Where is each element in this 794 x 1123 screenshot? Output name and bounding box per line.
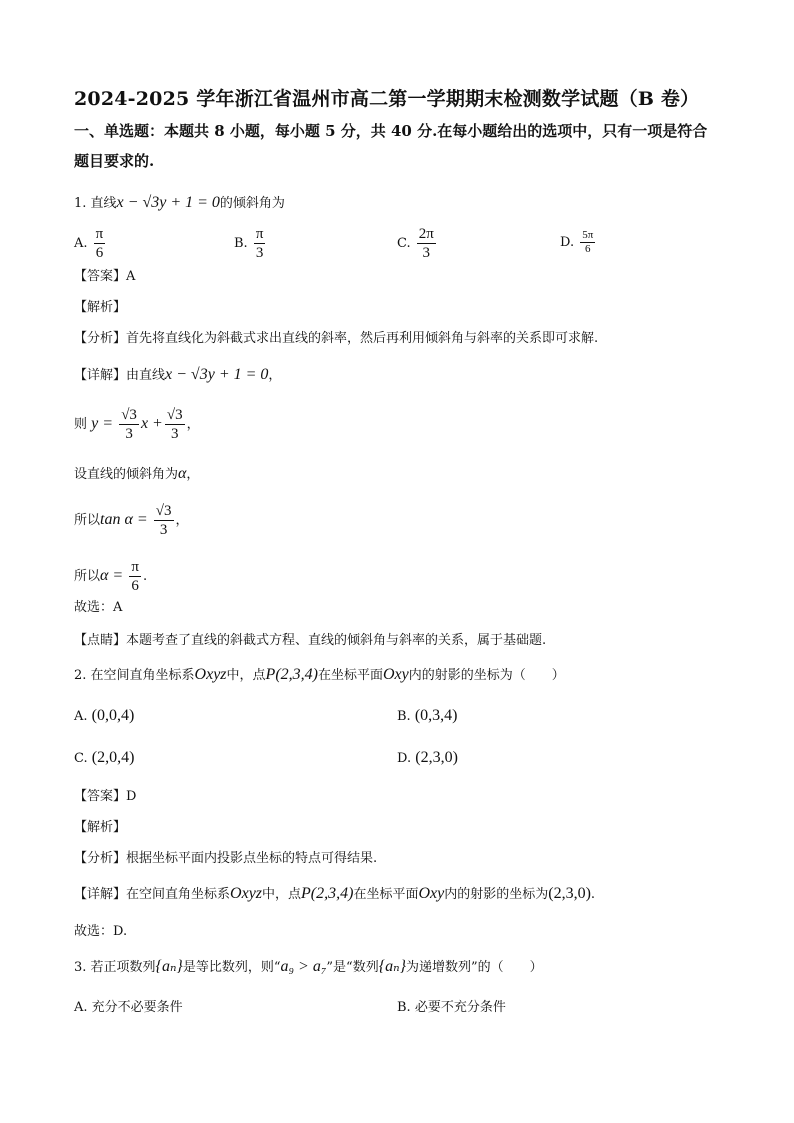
comma: ， — [186, 467, 200, 482]
then-word: 则 — [74, 417, 88, 432]
detail-end: . — [590, 887, 596, 902]
option-fraction — [417, 225, 436, 262]
detail-equation: x − √3y + 1 = 0 — [165, 366, 269, 383]
fenxi-text: 根据坐标平面内投影点坐标的特点可得结果. — [126, 851, 378, 866]
q1-stem — [74, 194, 285, 213]
q2-option-a — [74, 707, 134, 725]
q1-option-c — [397, 225, 438, 262]
frac-num: π — [131, 559, 139, 575]
option-label: D. — [560, 235, 575, 250]
detail-result: (2,3,0) — [548, 885, 591, 902]
q2-analysis-tag: 【解析】 — [74, 820, 127, 835]
comment-text: 本题考查了直线的斜截式方程、直线的倾斜角与斜率的关系，属于基础题. — [126, 633, 547, 648]
q1-analysis-tag: 【解析】 — [74, 300, 127, 315]
q3-mid: 是等比数列，则“ — [182, 960, 281, 975]
option-value: (2,3,0) — [415, 749, 458, 766]
q2-suffix: 内的射影的坐标为（ ） — [408, 668, 565, 683]
q2-choose: 故选：D. — [74, 924, 128, 939]
option-value: 充分不必要条件 — [91, 1000, 183, 1015]
q2-mid2: 在坐标平面 — [317, 668, 383, 683]
frac-den: 3 — [125, 426, 133, 442]
q2-prefix: 2. 在空间直角坐标系 — [74, 668, 195, 683]
frac-den: 6 — [585, 243, 591, 255]
frac-den: 3 — [255, 245, 264, 261]
q3-seq-2: {aₙ} — [378, 958, 406, 975]
frac-den: 6 — [131, 578, 139, 594]
period: . — [142, 569, 148, 584]
option-fraction — [254, 225, 266, 262]
option-label: A. — [74, 709, 88, 724]
then-frac-1 — [119, 406, 139, 443]
option-label: C. — [397, 236, 411, 251]
q1-fenxi — [74, 330, 598, 348]
q1-suffix: 的倾斜角为 — [219, 196, 285, 211]
option-label: C. — [74, 751, 88, 766]
detail-prefix: 由直线 — [126, 368, 166, 383]
option-label: A. — [74, 1000, 88, 1015]
tan-frac — [154, 502, 174, 539]
q3-option-a — [74, 996, 183, 1015]
detail-point: P(2,3,4) — [301, 885, 354, 902]
so-word: 所以 — [74, 569, 101, 584]
q1-option-d — [560, 229, 597, 256]
answer-value: A — [126, 269, 136, 284]
q1-choose: 故选：A — [74, 600, 123, 615]
frac-num: √3 — [121, 407, 137, 423]
option-label: D. — [397, 751, 412, 766]
q3-seq: {aₙ} — [155, 958, 183, 975]
answer-value: D — [126, 789, 137, 804]
comment-tag: 【点睛】 — [74, 633, 127, 648]
comma: ， — [175, 513, 189, 528]
detail-tag: 【详解】 — [74, 368, 127, 383]
detail-oxyz: Oxyz — [230, 885, 263, 902]
q2-oxyz: Oxyz — [194, 666, 227, 683]
q2-stem — [74, 666, 565, 685]
option-label: B. — [397, 709, 411, 724]
fenxi-tag: 【分析】 — [74, 851, 127, 866]
then-x: x + — [140, 415, 163, 432]
q1-then-line — [74, 404, 200, 445]
answer-tag: 【答案】 — [74, 789, 127, 804]
option-value: (2,0,4) — [91, 749, 135, 766]
frac-num: 2π — [418, 226, 434, 242]
section-heading-line2: 题目要求的. — [74, 152, 155, 170]
q3-mid3: 为递增数列”的（ ） — [405, 960, 543, 975]
option-label: B. — [234, 236, 248, 251]
frac-num: 5π — [582, 229, 594, 241]
alpha: α — [178, 465, 187, 482]
frac-den: 3 — [159, 522, 168, 538]
answer-tag: 【答案】 — [74, 269, 127, 284]
option-fraction — [580, 229, 595, 256]
q1-alpha-line — [74, 556, 147, 597]
detail-suffix: ， — [268, 368, 282, 383]
q1-comment — [74, 632, 546, 650]
q3-prefix: 3. 若正项数列 — [74, 960, 156, 975]
tan-lhs: tan α = — [100, 511, 148, 528]
alpha-lhs: α = — [100, 567, 124, 584]
detail-part: 在空间直角坐标系 — [126, 887, 231, 902]
q2-option-c — [74, 749, 134, 767]
q2-oxy: Oxy — [383, 666, 409, 683]
detail-part: 内的射影的坐标为 — [444, 887, 549, 902]
q2-option-d — [397, 749, 458, 767]
frac-num: π — [95, 226, 104, 242]
q1-equation: x − √3y + 1 = 0 — [116, 194, 220, 211]
q1-option-b — [234, 225, 267, 262]
set-text: 设直线的倾斜角为 — [74, 467, 179, 482]
q1-option-a — [74, 225, 107, 262]
option-fraction — [94, 225, 106, 262]
q2-detail — [74, 885, 595, 904]
frac-den: 3 — [422, 245, 431, 261]
q2-fenxi — [74, 850, 377, 868]
option-label: B. — [397, 1000, 411, 1015]
q1-answer — [74, 268, 135, 286]
detail-part: 在坐标平面 — [353, 887, 419, 902]
q2-mid: 中，点 — [226, 668, 266, 683]
frac-num: √3 — [166, 407, 183, 423]
option-label: A. — [74, 236, 88, 251]
frac-den: 6 — [95, 245, 104, 261]
option-value: (0,0,4) — [91, 707, 135, 724]
q3-option-b — [397, 996, 506, 1015]
frac-den: 3 — [170, 426, 179, 442]
section-heading-line1: 一、单选题：本题共 8 小题，每小题 5 分，共 40 分.在每小题给出的选项中，只有一项是符合 — [74, 122, 708, 140]
then-frac-2 — [165, 406, 185, 443]
q3-cond: a₉ > a₇ — [280, 958, 327, 975]
frac-num: √3 — [155, 503, 172, 519]
then-lhs: y = — [91, 415, 114, 432]
detail-tag: 【详解】 — [74, 887, 127, 902]
q1-detail — [74, 366, 281, 385]
comma: ， — [186, 417, 200, 432]
page-title: 2024-2025 学年浙江省温州市高二第一学期期末检测数学试题（B 卷） — [74, 88, 700, 110]
q1-prefix: 1. 直线 — [74, 196, 117, 211]
q2-option-b — [397, 707, 457, 725]
q2-answer — [74, 788, 136, 806]
q2-point: P(2,3,4) — [265, 666, 318, 683]
detail-oxy: Oxy — [418, 885, 445, 902]
alpha-frac — [129, 558, 141, 595]
option-value: (0,3,4) — [414, 707, 458, 724]
q1-set-line — [74, 465, 199, 484]
q3-mid2: ”是“数列 — [326, 960, 379, 975]
detail-part: 中，点 — [262, 887, 302, 902]
q3-stem — [74, 958, 543, 977]
fenxi-tag: 【分析】 — [74, 331, 127, 346]
frac-num: π — [255, 226, 264, 242]
fenxi-text: 首先将直线化为斜截式求出直线的斜率，然后再利用倾斜角与斜率的关系即可求解. — [126, 331, 599, 346]
option-value: 必要不充分条件 — [414, 1000, 506, 1015]
q1-tan-line — [74, 500, 189, 541]
so-word: 所以 — [74, 513, 101, 528]
